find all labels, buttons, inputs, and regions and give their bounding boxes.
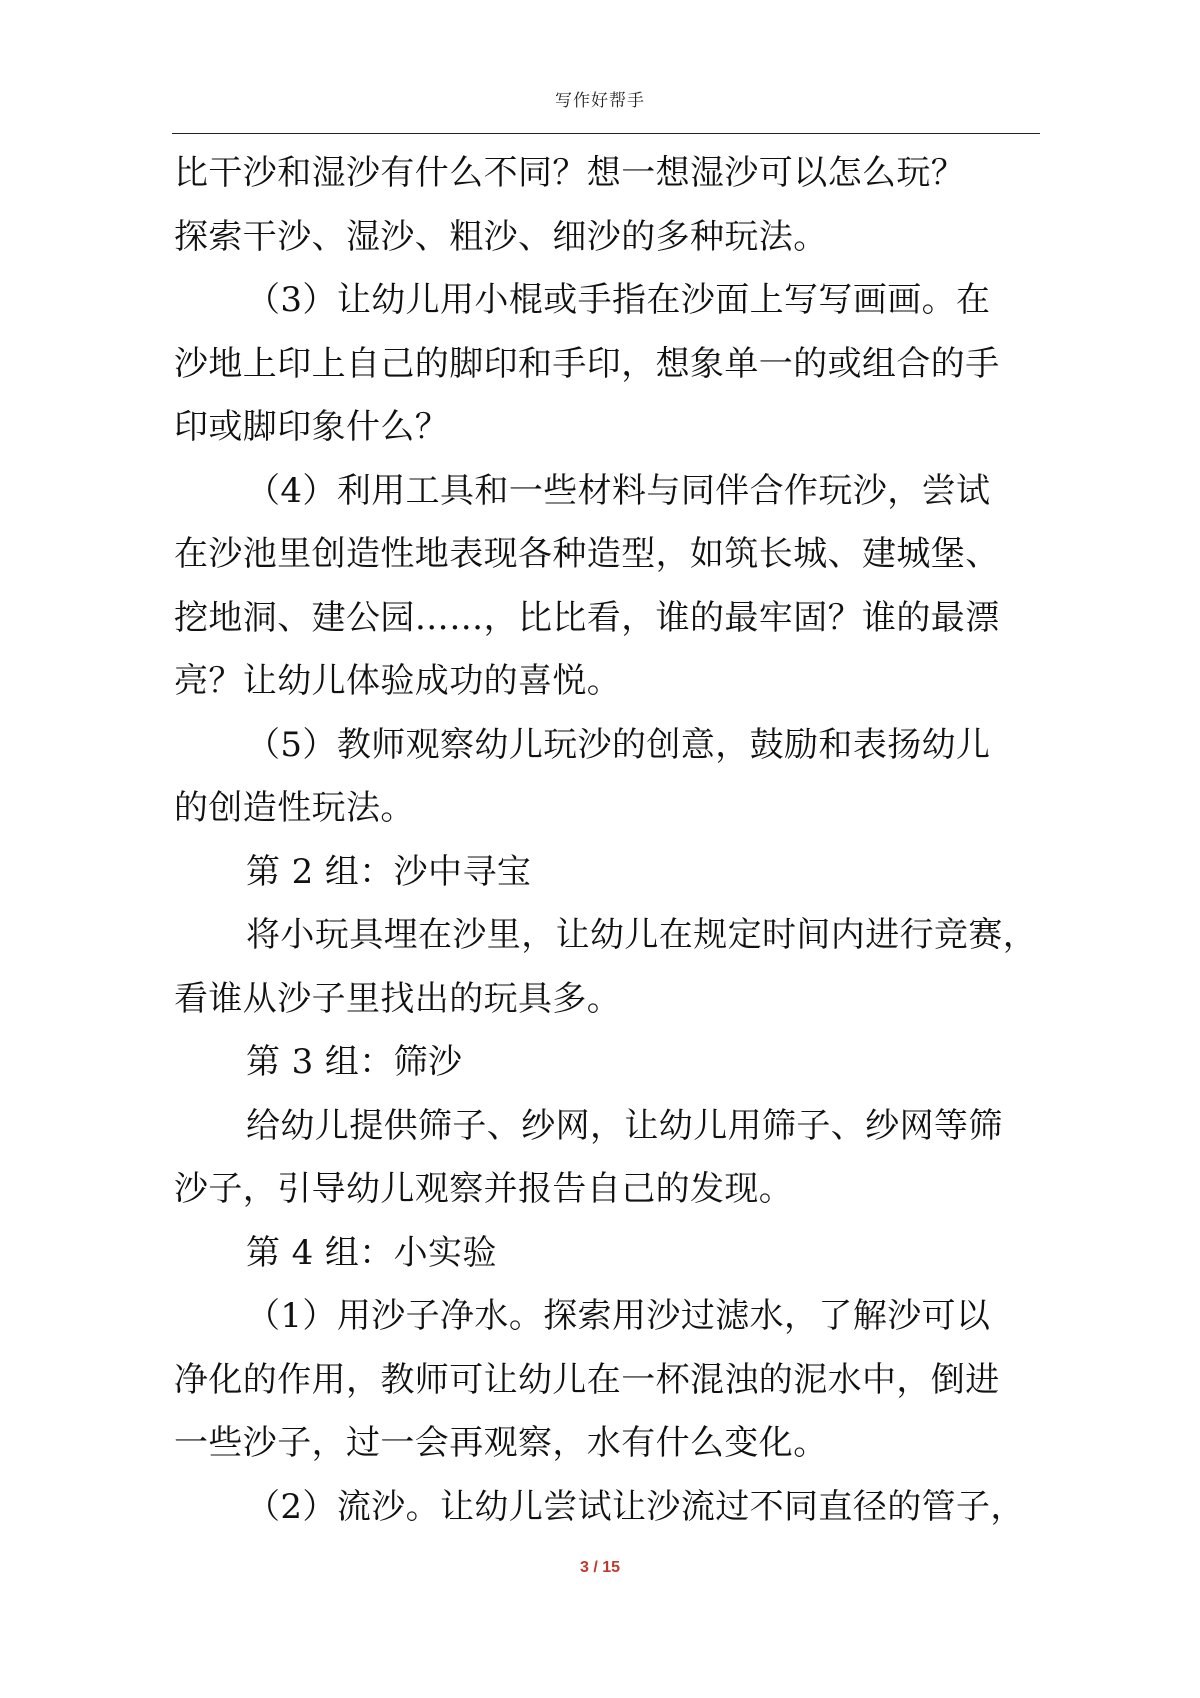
paragraph-start: （2）流沙。让幼儿尝试让沙流过不同直径的管子， <box>246 1486 1025 1527</box>
text-line: 比干沙和湿沙有什么不同？想一想湿沙可以怎么玩？ <box>174 153 966 193</box>
text-line: 净化的作用，教师可让幼儿在一杯混浊的泥水中，倒进 <box>174 1359 1000 1400</box>
paragraph-start: 将小玩具埋在沙里，让幼儿在规定时间内进行竞赛， <box>246 915 1038 955</box>
text-line: 看谁从沙子里找出的玩具多。 <box>174 978 622 1019</box>
section-heading: 第 4 组：小实验 <box>246 1232 497 1273</box>
text-line: 一些沙子，过一会再观察，水有什么变化。 <box>174 1423 828 1463</box>
paragraph-start: （3）让幼儿用小棍或手指在沙面上写写画画。在 <box>246 280 991 320</box>
text-line: 在沙池里创造性地表现各种造型，如筑长城、建城堡、 <box>174 534 1000 574</box>
text-line: 沙地上印上自己的脚印和手印，想象单一的或组合的手 <box>174 343 1000 384</box>
paragraph-start: （4）利用工具和一些材料与同伴合作玩沙，尝试 <box>246 470 991 511</box>
text-line: 沙子，引导幼儿观察并报告自己的发现。 <box>174 1169 794 1209</box>
header-divider <box>172 133 1040 134</box>
text-line: 印或脚印象什么？ <box>174 407 450 447</box>
text-line: 的创造性玩法。 <box>174 788 415 828</box>
paragraph-start: （1）用沙子净水。探索用沙过滤水，了解沙可以 <box>246 1296 991 1336</box>
text-line: 探索干沙、湿沙、粗沙、细沙的多种玩法。 <box>174 216 828 257</box>
text-line: 亮？让幼儿体验成功的喜悦。 <box>174 661 622 701</box>
text-line: 挖地洞、建公园……，比比看，谁的最牢固？谁的最漂 <box>174 597 1000 638</box>
paragraph-start: 给幼儿提供筛子、纱网，让幼儿用筛子、纱网等筛 <box>246 1105 1003 1146</box>
paragraph-start: （5）教师观察幼儿玩沙的创意，鼓励和表扬幼儿 <box>246 724 991 765</box>
page-number: 3 / 15 <box>579 1559 621 1576</box>
document-body <box>174 142 1054 1539</box>
running-header: 写作好帮手 <box>555 91 645 111</box>
section-heading: 第 2 组：沙中寻宝 <box>246 851 532 892</box>
section-heading: 第 3 组：筛沙 <box>246 1042 463 1082</box>
